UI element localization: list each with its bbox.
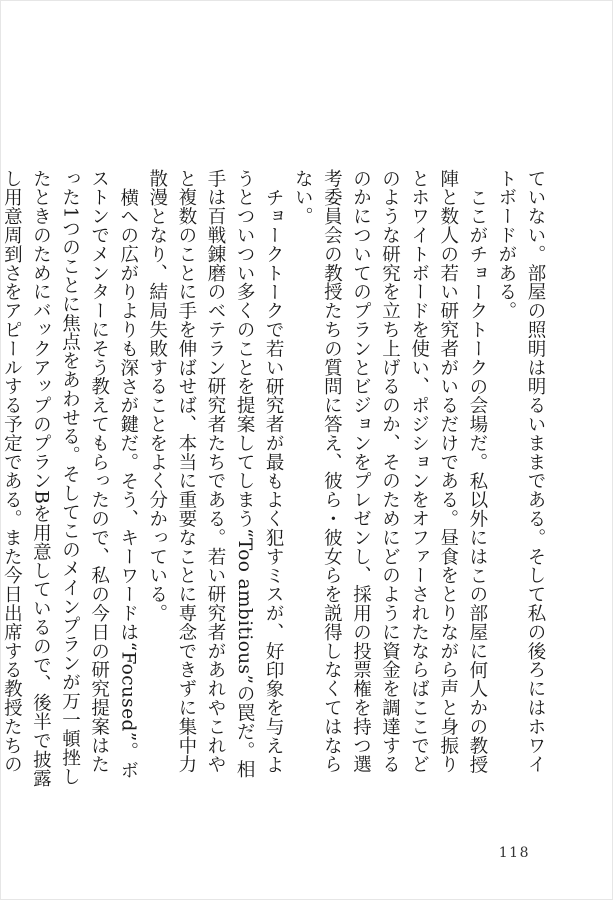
paragraph-2: ここがチョークトークの会場だ。私以外にはこの部屋に何人かの教授陣と数人の若い研究者がいるだけである。昼食をとりながら声と身振りとホワイトボードを使い、ポジションをオファーされたならばここでどのような研究を立ち上げるのか、そのためにどのように資金を調達するのかについてのプランとビジョンをプレゼンし、採用の投票権を持つ選考委員会の教授たちの質問に答え、彼ら・彼女らを説得しなくてはならない。 (292, 169, 488, 774)
paragraph-4: 横への広がりよりも深さが鍵だ。そう、キーワードは“Focused”。ボストンでメンターにそう教えてもらったので、私の今日の研究提案はたった1つのことに焦点をあわせる。そしてこのメインプランが万一頓挫したときのためにバックアップのプランBを用意しているので、後半で披露し用意周到さをアピールする予定である。また今日出席する教授たちの (1, 169, 139, 788)
body-text (1, 169, 550, 789)
paragraph-1: ていない。部屋の照明は明るいままである。そして私の後ろにはホワイトボードがある。 (495, 169, 546, 774)
paragraph-3: チョークトークで若い研究者が最もよく犯すミスが、好印象を与えようとついつい多くのことを提案してしまう“Too ambitious”の罠だ。相手は百戦錬磨のベテラン研究者たちである。若い研究者があれやこれやと複数のことに手を伸ばせば、本当に重要なことに専念できずに集中力散漫となり、結局失敗することをよく分かっている。 (146, 169, 285, 779)
page-number: 118 (498, 845, 530, 861)
